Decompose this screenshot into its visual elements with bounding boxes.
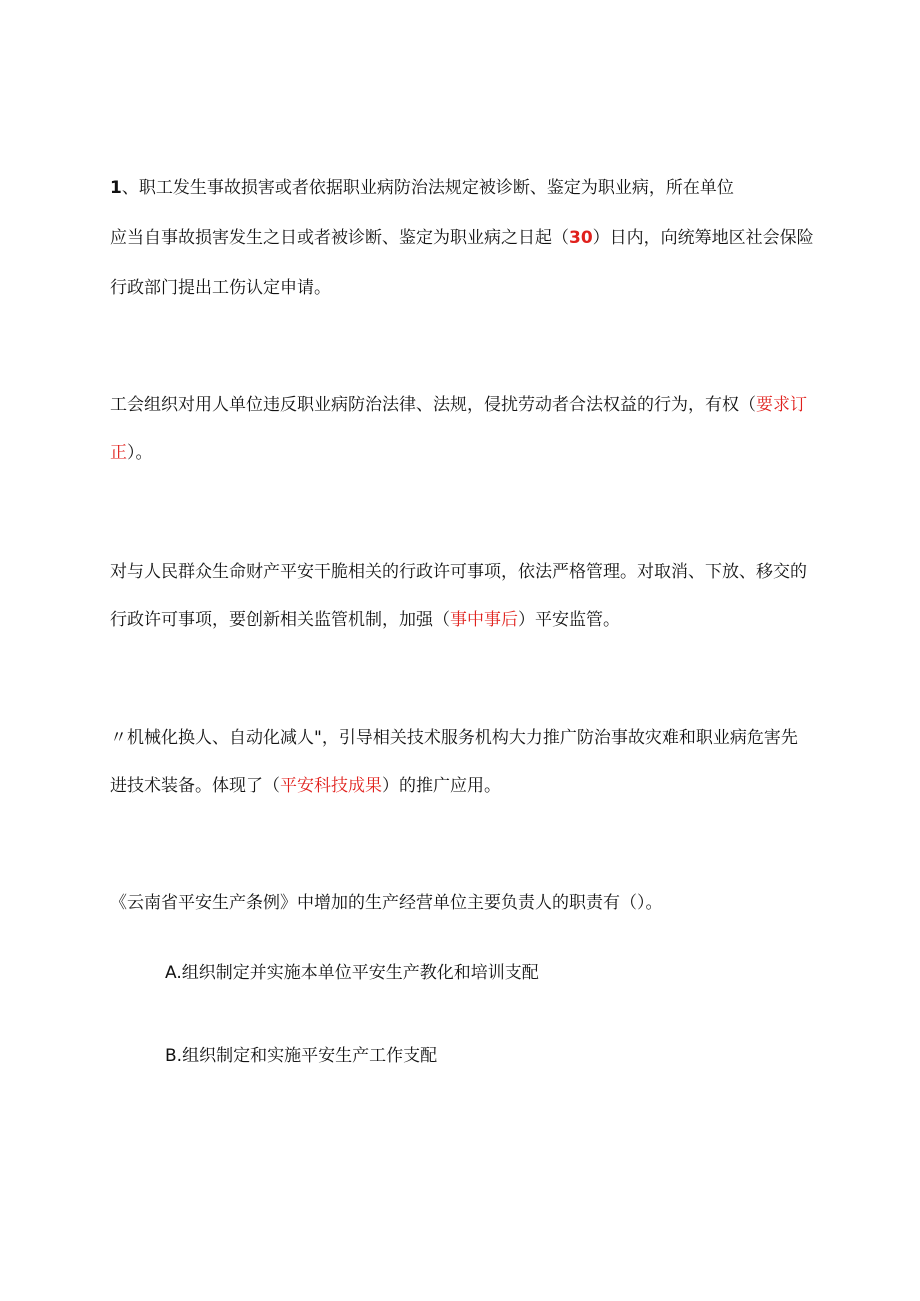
q1-number: 1 bbox=[110, 178, 122, 198]
q2-answer-part-1: 要求订 bbox=[756, 395, 807, 415]
q5-option-a-text: A.组织制定并实施本单位平安生产教化和培训支配 bbox=[165, 963, 539, 983]
q1-line-2 bbox=[110, 226, 814, 250]
q3-line-2 bbox=[110, 608, 620, 632]
q2-answer-part-2: 正 bbox=[110, 443, 127, 463]
q1-text-2-post: ）日内，向统筹地区社会保险 bbox=[592, 228, 814, 248]
q3-line-1 bbox=[110, 560, 807, 584]
q2-text-1-pre: 工会组织对用人单位违反职业病防治法律、法规，侵扰劳动者合法权益的行为，有权（ bbox=[110, 395, 756, 415]
q1-answer: 30 bbox=[569, 228, 593, 248]
q5-text: 《云南省平安生产条例》中增加的生产经营单位主要负责人的职责有（）。 bbox=[110, 893, 663, 913]
q4-answer: 平安科技成果 bbox=[280, 776, 382, 796]
q1-text-1: 、职工发生事故损害或者依据职业病防治法规定被诊断、鉴定为职业病，所在单位 bbox=[121, 178, 734, 198]
q2-text-2-post: ）。 bbox=[127, 443, 153, 463]
q1-line-1 bbox=[110, 176, 734, 200]
q1-text-3: 行政部门提出工伤认定申请。 bbox=[110, 278, 331, 298]
q3-text-2-post: ）平安监管。 bbox=[518, 610, 620, 630]
q4-line-1 bbox=[110, 726, 798, 750]
q5-option-b bbox=[165, 1044, 437, 1068]
q5-option-a bbox=[165, 961, 539, 985]
q3-text-2-pre: 行政许可事项，要创新相关监管机制，加强（ bbox=[110, 610, 450, 630]
q4-text-2-post: ）的推广应用。 bbox=[382, 776, 501, 796]
q3-answer: 事中事后 bbox=[450, 610, 518, 630]
q4-text-2-pre: 进技术装备。体现了（ bbox=[110, 776, 280, 796]
q1-line-3 bbox=[110, 276, 331, 300]
q2-line-2 bbox=[110, 441, 153, 465]
q2-line-1 bbox=[110, 393, 807, 417]
q4-line-2 bbox=[110, 774, 501, 798]
q5-question bbox=[110, 891, 663, 915]
q4-text-1: 〃机械化换人、自动化减人"，引导相关技术服务机构大力推广防治事故灾难和职业病危害先 bbox=[110, 728, 798, 748]
q5-option-b-text: B.组织制定和实施平安生产工作支配 bbox=[165, 1046, 438, 1066]
q1-text-2-pre: 应当自事故损害发生之日或者被诊断、鉴定为职业病之日起（ bbox=[110, 228, 569, 248]
q3-text-1: 对与人民群众生命财产平安干脆相关的行政许可事项，依法严格管理。对取消、下放、移交的 bbox=[110, 562, 807, 582]
